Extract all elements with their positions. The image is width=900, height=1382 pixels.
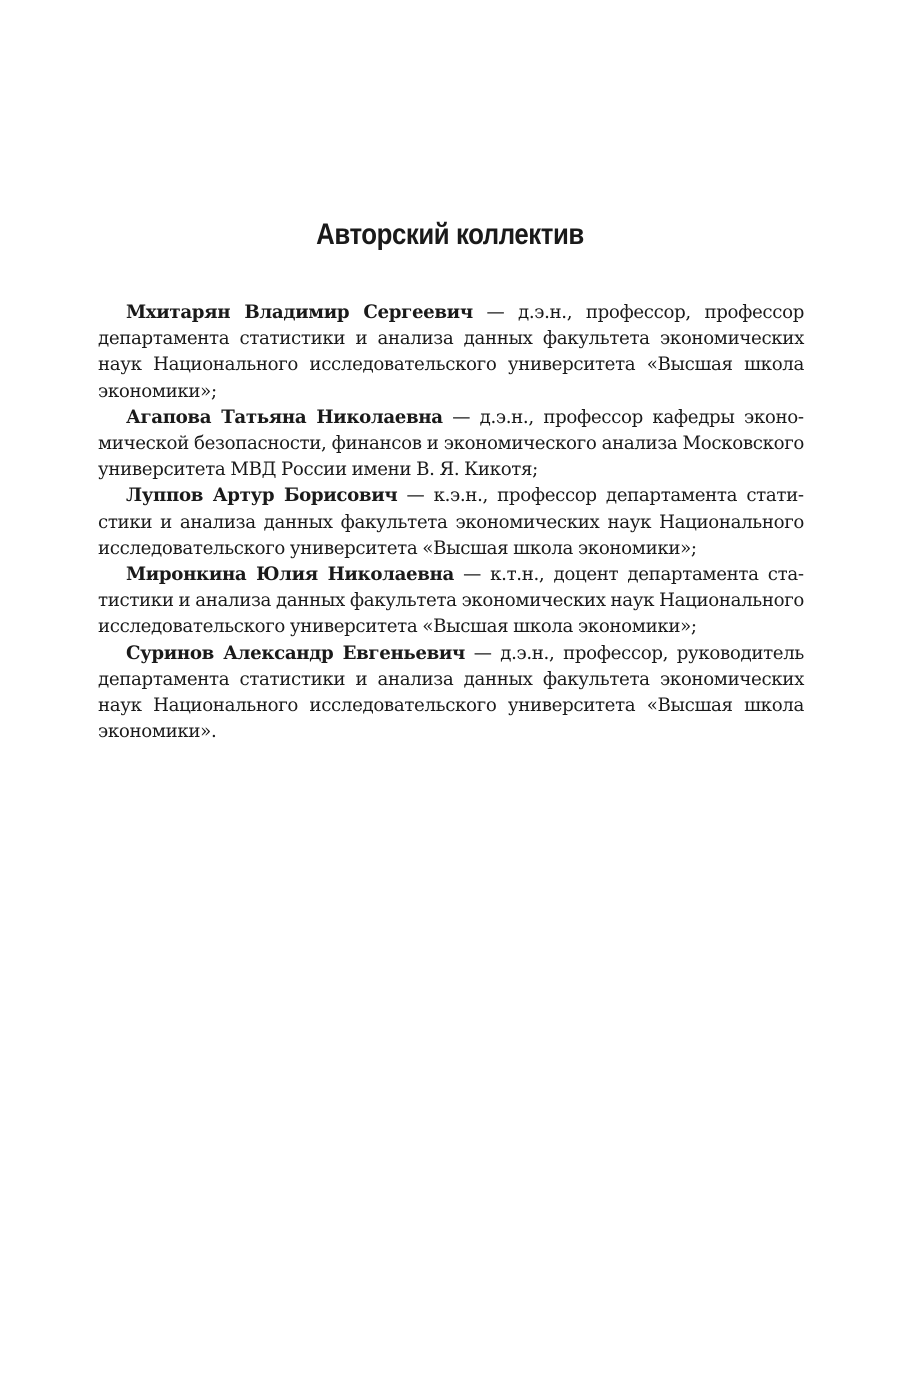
author-entry <box>98 562 804 641</box>
author-description: — к.э.н., профессор департамента статистики и анализа данных факультета экономических наук Национального исследовательского университета «Высшая школа экономики»; <box>98 485 804 559</box>
author-description: — д.э.н., профессор, руководитель департамента статистики и анализа данных факультета экономических наук Национального исследовательского университета «Высшая школа экономики». <box>98 642 804 743</box>
author-description: — д.э.н., профессор кафедры экономической безопасности, финансов и экономического анализа Московского университета МВД России имени В. Я. Кикотя; <box>98 406 804 481</box>
author-name: Миронкина Юлия Николаевна <box>126 564 454 586</box>
author-description: — д.э.н., профессор, профессор департамента статистики и анализа данных факультета экономических наук Национального исследовательского университета «Высшая школа экономики»; <box>98 302 804 402</box>
author-description: — к.т.н., доцент департамента статистики и анализа данных факультета экономических наук Национального исследовательского университета «Высшая школа экономики»; <box>98 564 804 638</box>
author-entry <box>98 483 804 562</box>
author-entry <box>98 641 804 746</box>
author-name: Суринов Александр Евгеньевич <box>126 642 466 664</box>
author-list <box>98 300 804 745</box>
author-name: Луппов Артур Борисович <box>126 485 398 507</box>
author-entry <box>98 300 804 405</box>
author-name: Мхитарян Владимир Сергеевич <box>126 302 473 323</box>
author-name: Агапова Татьяна Николаевна <box>126 406 443 428</box>
page-title: Авторский коллектив <box>316 218 584 251</box>
author-entry <box>98 405 804 484</box>
